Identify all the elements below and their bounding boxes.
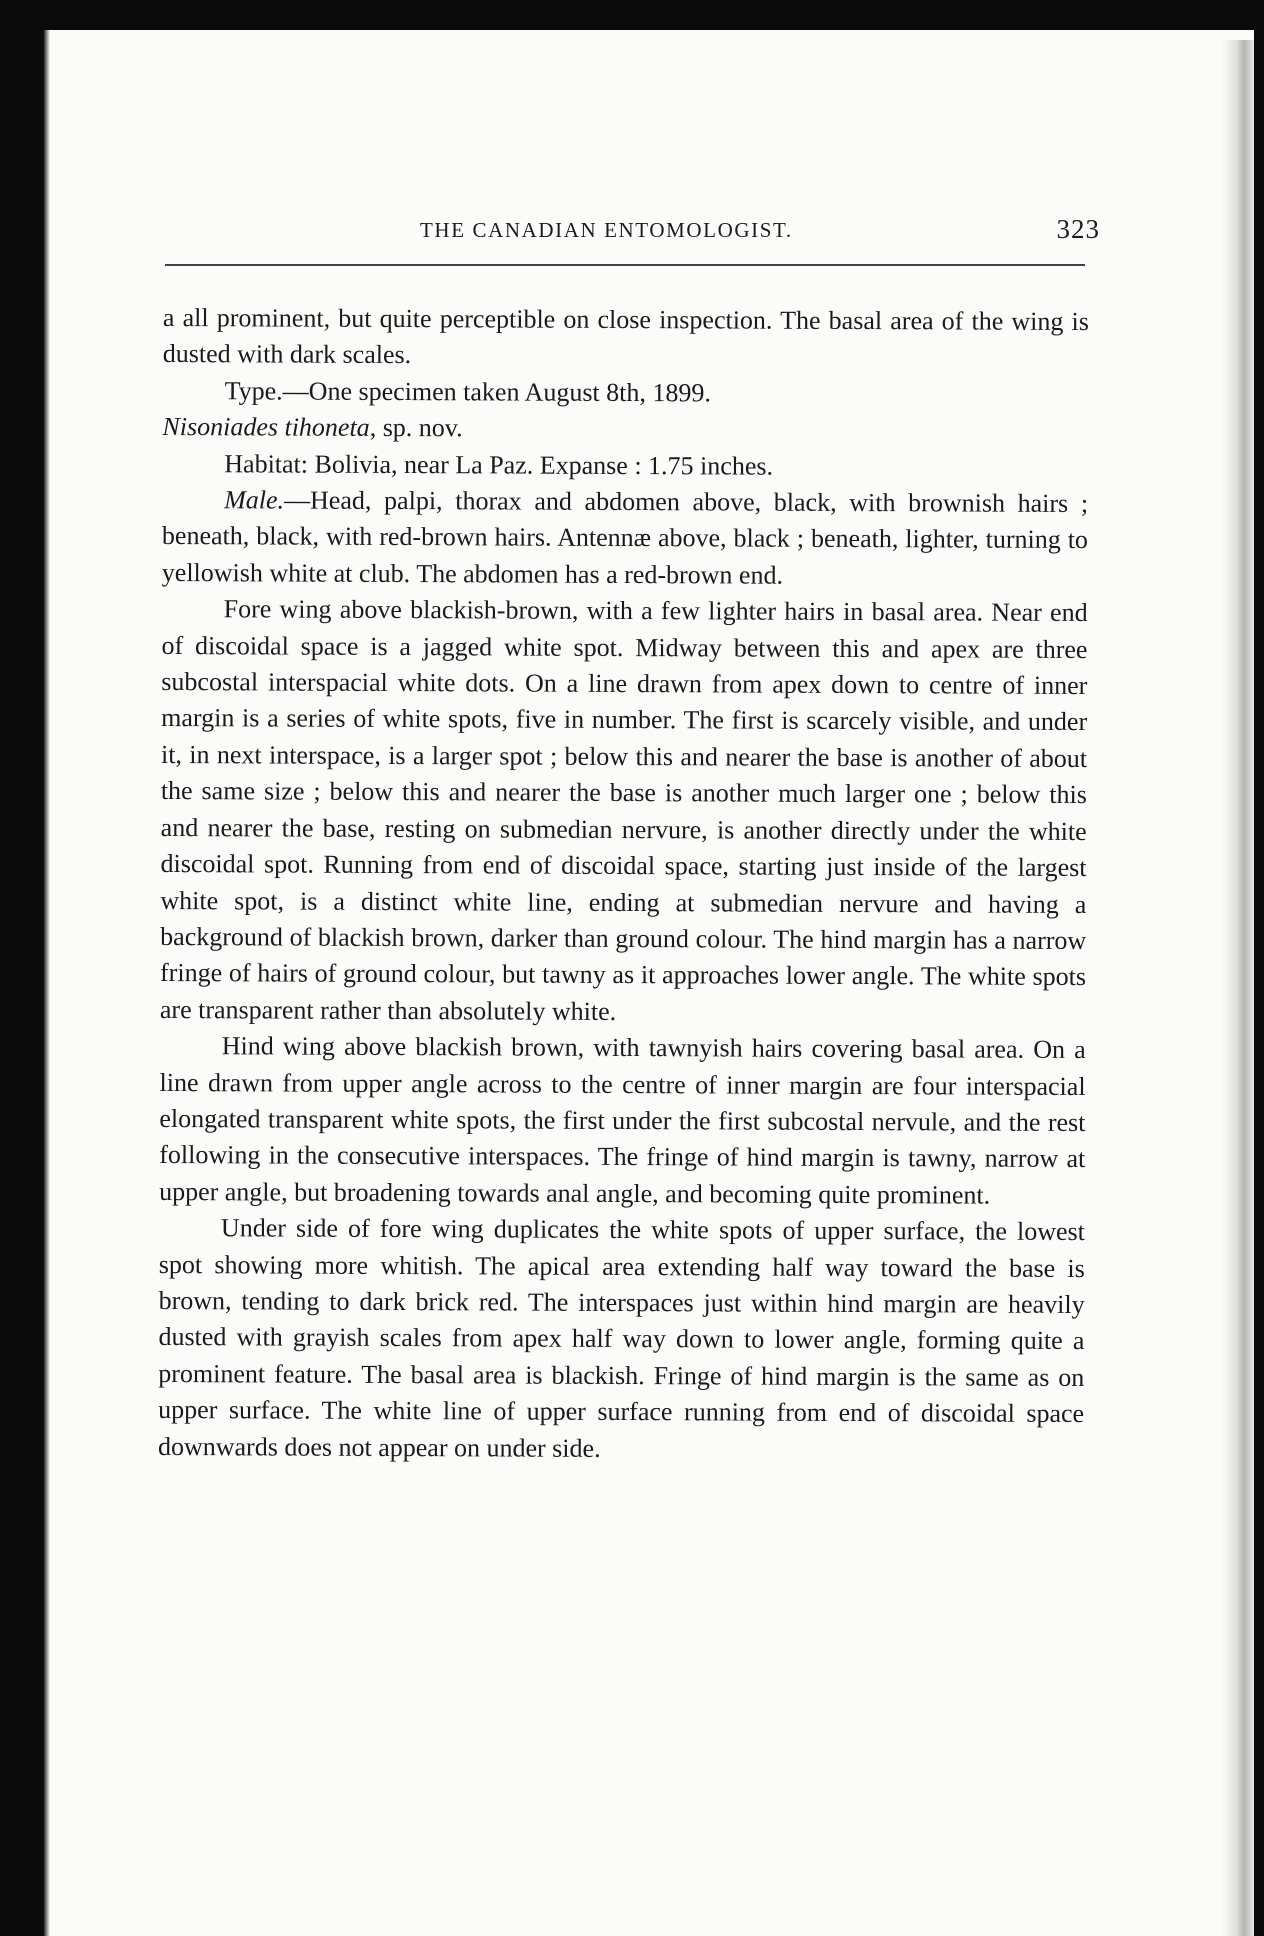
page-number: 323: [1056, 214, 1100, 244]
paragraph-species-heading: [162, 409, 1088, 449]
article-body: [158, 300, 1089, 1469]
species-suffix: , sp. nov.: [369, 413, 463, 443]
paragraph-hind-wing: Hind wing above blackish brown, with tawnyish hairs covering basal area. On a line drawn from upper angle across to the centre of inner margin are four interspacial elongated transparent white spots, the first under the first subcostal nervule, and the rest following in the consecutive interspaces. The fringe of hind margin is tawny, narrow at upper angle, but broadening towards anal angle, and becoming quite prominent.: [159, 1031, 1086, 1210]
paragraph-fore-wing: Fore wing above blackish-brown, with a few lighter hairs in basal area. Near end of discoidal space is a jagged white spot. Midway between this and apex are three subcostal interspacial white dots. On a line drawn from apex down to centre of inner margin is a series of white spots, five in number. The first is scarcely visible, and under it, in next interspace, is a larger spot ; below this and nearer the base is another of about the same size ; below this and nearer the base is another much larger one ; below this and nearer the base, resting on submedian nervure, is another directly under the white discoidal spot. Running from end of discoidal space, starting just inside of the largest white spot, is a distinct white line, ending at submedian nervure and having a background of blackish brown, darker than ground colour. The hind margin has a narrow fringe of hairs of ground colour, but tawny as it approaches lower angle. The white spots are transparent rather than absolutely white.: [159, 594, 1088, 1026]
paragraph-continuation: a all prominent, but quite perceptible on close inspection. The basal area of the wing is dusted with dark scales.: [162, 302, 1089, 370]
species-name: Nisoniades tihoneta: [162, 412, 370, 443]
page-left-edge: [44, 30, 50, 1936]
paragraph-type: Type.—One specimen taken August 8th, 1899.: [224, 376, 711, 408]
page-right-edge: [1222, 40, 1254, 1936]
running-title: THE CANADIAN ENTOMOLOGIST.: [420, 218, 793, 242]
page-header: [165, 214, 1100, 258]
male-label: Male.: [224, 485, 285, 515]
paragraph-habitat: Habitat: Bolivia, near La Paz. Expanse : 1.75 inches.: [224, 448, 774, 481]
header-rule: [165, 264, 1085, 266]
male-description: —Head, palpi, thorax and abdomen above, black, with brownish hairs ; beneath, black, with red-brown hairs. Antennæ above, black ; beneath, lighter, turning to yellowish white at club. The abdomen has a red-brown end.: [161, 485, 1089, 590]
paragraph-male: [162, 482, 1088, 595]
paragraph-under-side: Under side of fore wing duplicates the white spots of upper surface, the lowest spot showing more whitish. The apical area extending half way toward the base is brown, tending to dark brick red. The interspaces just within hind margin are heavily dusted with grayish scales from apex half way down to lower angle, forming quite a prominent feature. The basal area is blackish. Fringe of hind margin is the same as on upper surface. The white line of upper surface running from end of discoidal space downwards does not appear on under side.: [157, 1213, 1086, 1463]
